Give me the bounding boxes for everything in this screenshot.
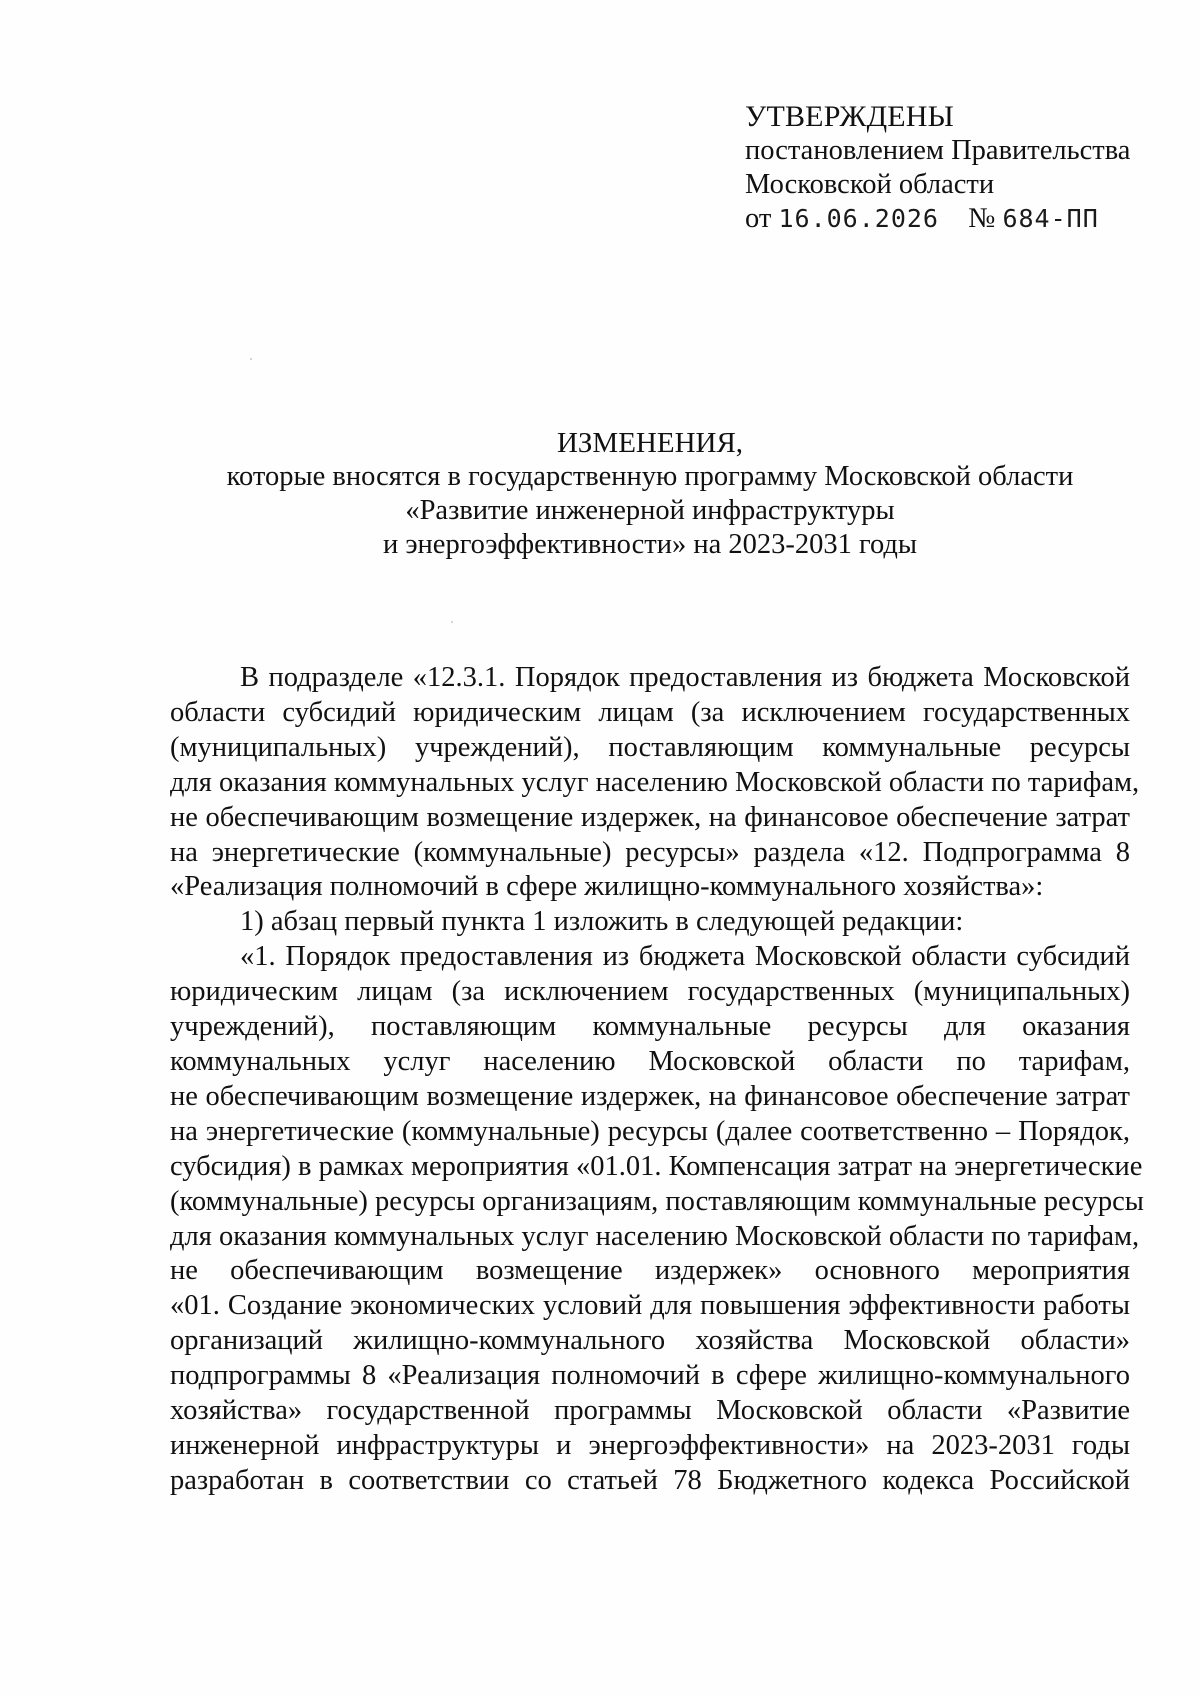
approval-number-sign: № bbox=[968, 203, 996, 234]
text-line: учреждений), поставляющим коммунальные ресурсы для оказания bbox=[170, 1011, 1130, 1043]
text-line: (коммунальные) ресурсы организациям, поставляющим коммунальные ресурсы bbox=[170, 1185, 1144, 1217]
text-line: не обеспечивающим возмещение издержек, на финансовое обеспечение затрат bbox=[170, 801, 1130, 833]
text-line: «1. Порядок предоставления из бюджета Московской области субсидий bbox=[240, 941, 1130, 973]
body-text bbox=[170, 661, 1144, 1499]
text-line: разработан в соответствии со статьей 78 Бюджетного кодекса Российской bbox=[170, 1464, 1130, 1496]
text-line: субсидия) в рамках мероприятия «01.01. Компенсация затрат на энергетические bbox=[170, 1150, 1143, 1182]
approval-number: 684-ПП bbox=[1002, 204, 1099, 233]
text-line: коммунальных услуг населению Московской области по тарифам, bbox=[170, 1045, 1130, 1077]
heading-line-3: и энергоэффективности» на 2023-2031 годы bbox=[382, 529, 918, 560]
paragraph-2 bbox=[170, 905, 1130, 940]
text-line: 1) абзац первый пункта 1 изложить в следующей редакции: bbox=[240, 906, 964, 938]
text-line: для оказания коммунальных услуг населению Московской области по тарифам, bbox=[170, 766, 1140, 798]
text-line: «01. Создание экономических условий для повышения эффективности работы bbox=[170, 1290, 1130, 1322]
text-line: юридическим лицам (за исключением государственных (муниципальных) bbox=[170, 976, 1130, 1008]
text-line: подпрограммы 8 «Реализация полномочий в сфере жилищно-коммунального bbox=[170, 1360, 1130, 1392]
approval-line-2: Московской области bbox=[745, 169, 995, 200]
document-heading bbox=[170, 426, 1130, 562]
heading-line-1: которые вносятся в государственную программу Московской области bbox=[226, 461, 1074, 492]
heading-line-2: «Развитие инженерной инфраструктуры bbox=[405, 495, 895, 526]
text-line: (муниципальных) учреждений), поставляющим коммунальные ресурсы bbox=[170, 731, 1130, 763]
text-line: на энергетические (коммунальные) ресурсы» раздела «12. Подпрограмма 8 bbox=[170, 836, 1130, 868]
approval-date-row bbox=[745, 202, 1130, 236]
text-line: области субсидий юридическим лицам (за исключением государственных bbox=[170, 696, 1130, 728]
text-line: инженерной инфраструктуры и энергоэффективности» на 2023-2031 годы bbox=[170, 1429, 1130, 1461]
text-line: для оказания коммунальных услуг населению Московской области по тарифам, bbox=[170, 1220, 1140, 1252]
approval-date-prefix: от bbox=[745, 203, 772, 234]
text-line: «Реализация полномочий в сфере жилищно-коммунального хозяйства»: bbox=[170, 871, 1044, 903]
approval-date: 16.06.2026 bbox=[778, 204, 939, 233]
heading-title: ИЗМЕНЕНИЯ, bbox=[556, 427, 744, 459]
approval-block bbox=[745, 100, 1130, 236]
text-line: на энергетические (коммунальные) ресурсы (далее соответственно – Порядок, bbox=[170, 1115, 1130, 1147]
scan-speck bbox=[451, 621, 453, 623]
text-line: не обеспечивающим возмещение издержек» основного мероприятия bbox=[170, 1255, 1130, 1287]
scan-speck bbox=[250, 358, 252, 360]
paragraph-1 bbox=[170, 661, 1140, 905]
paragraph-3 bbox=[170, 940, 1144, 1499]
text-line: В подразделе «12.3.1. Порядок предоставления из бюджета Московской bbox=[240, 662, 1130, 693]
approval-line-1: постановлением Правительства bbox=[745, 135, 1131, 166]
text-line: хозяйства» государственной программы Московской области «Развитие bbox=[170, 1395, 1130, 1427]
text-line: не обеспечивающим возмещение издержек, на финансовое обеспечение затрат bbox=[170, 1080, 1130, 1112]
text-line: организаций жилищно-коммунального хозяйства Московской области» bbox=[170, 1325, 1130, 1357]
approval-title: УТВЕРЖДЕНЫ bbox=[745, 100, 955, 133]
